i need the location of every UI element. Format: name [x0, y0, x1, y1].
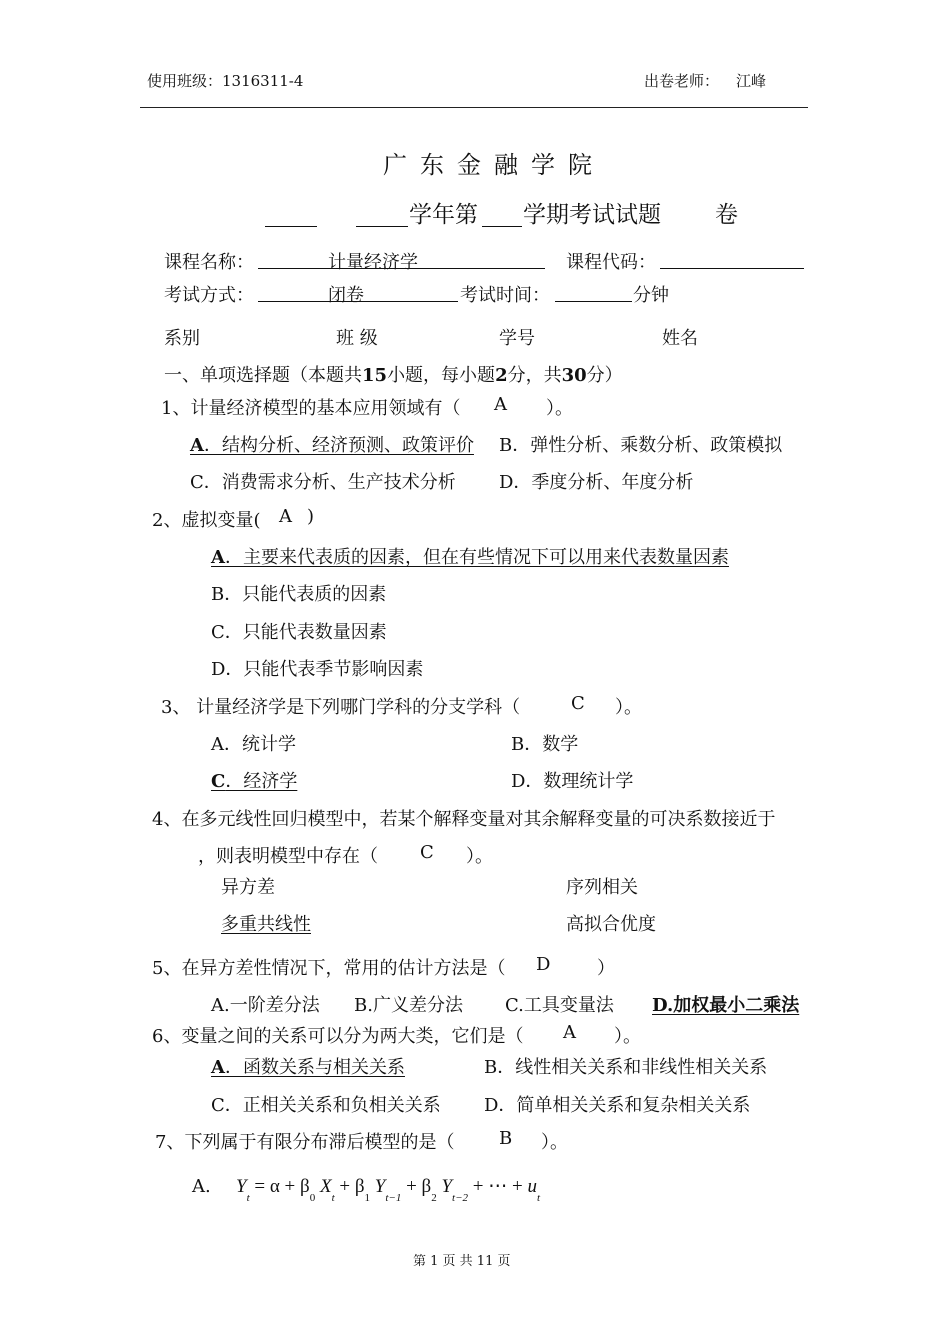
header-rule [140, 107, 808, 108]
q4-option-a: 异方差 [221, 877, 275, 898]
q2-option-a: A．主要来代表质的因素，但在有些情况下可以用来代表数量因素 [211, 547, 729, 568]
term-label: 学期考试试题 [523, 202, 661, 228]
q1-option-b: B．弹性分析、乘数分析、政策模拟 [499, 435, 783, 456]
course-name-value: 计量经济学 [328, 252, 418, 273]
q2-stem: 2、虚拟变量( [152, 510, 261, 531]
q3-option-d: D．数理统计学 [511, 771, 634, 792]
q1-option-a: A．结构分析、经济预测、政策评价 [190, 435, 474, 456]
q6-answer: A [563, 1022, 576, 1043]
q7-option-a-label: A. [192, 1176, 211, 1197]
dept-label: 系别 [164, 328, 200, 349]
q6-option-c: C．正相关关系和负相关关系 [211, 1095, 441, 1116]
q1-answer: A [494, 394, 507, 415]
q4-answer: C [420, 842, 434, 863]
q6-option-d: D．简单相关关系和复杂相关关系 [484, 1095, 751, 1116]
q6-tail: ）。 [614, 1026, 641, 1047]
q3-option-b: B．数学 [511, 734, 579, 755]
exam-mode-label: 考试方式： [164, 285, 254, 306]
q6-option-a: A．函数关系与相关关系 [211, 1057, 405, 1078]
q1-stem: 1、计量经济模型的基本应用领域有（ [161, 398, 461, 419]
year-blank-2 [356, 226, 408, 227]
exam-time-line [555, 301, 632, 302]
q2-option-d: D．只能代表季节影响因素 [211, 659, 424, 680]
q3-stem: 3、 计量经济学是下列哪门学科的分支学科（ [161, 697, 521, 718]
q2-answer: A [279, 506, 292, 527]
teacher-label: 出卷老师： [644, 72, 720, 90]
course-code-line [660, 268, 804, 269]
q7-tail: ）。 [541, 1132, 568, 1153]
q3-answer: C [571, 693, 585, 714]
year-label: 学年第 [409, 202, 478, 228]
q1-tail: ）。 [546, 398, 573, 419]
q5-option-d: D.加权最小二乘法 [652, 995, 800, 1016]
q6-option-b: B．线性相关关系和非线性相关关系 [484, 1057, 768, 1078]
exam-time-unit: 分钟 [633, 285, 669, 306]
section-title: 一、单项选择题（本题共15小题，每小题2分，共30分） [164, 365, 623, 386]
q7-option-a-formula: $Y_t = \alpha + \beta_0$ $X_t + \beta_1$ $Y_{t-1} + \beta_2$ $Y_{t-2}$ + ⋯ + $u_t$ [236, 1176, 541, 1204]
student-id-label: 学号 [499, 328, 535, 349]
q4-option-c: 多重共线性 [221, 914, 311, 935]
year-blank-1 [265, 226, 317, 227]
q3-option-c: C．经济学 [211, 771, 298, 792]
q2-tail: ) [307, 506, 315, 527]
teacher-name: 江峰 [736, 72, 767, 90]
q7-answer: B [499, 1128, 513, 1149]
q1-option-d: D．季度分析、年度分析 [499, 472, 694, 493]
q5-option-c: C.工具变量法 [505, 995, 614, 1016]
page-footer: 第 1 页 共 11 页 [413, 1254, 511, 1269]
q2-option-b: B．只能代表质的因素 [211, 584, 387, 605]
q5-option-a: A.一阶差分法 [211, 995, 320, 1016]
class-label: 班 级 [336, 328, 378, 349]
q7-stem: 7、下列属于有限分布滞后模型的是（ [155, 1132, 455, 1153]
q2-option-c: C．只能代表数量因素 [211, 622, 387, 643]
exam-time-label: 考试时间： [460, 285, 550, 306]
q5-tail: ） [597, 958, 615, 979]
q4-stem-2: ，则表明模型中存在（ [198, 846, 378, 867]
student-name-label: 姓名 [662, 328, 698, 349]
q5-answer: D [536, 954, 551, 975]
term-blank [482, 226, 522, 227]
q3-tail: ）。 [615, 697, 642, 718]
class-info: 使用班级：1316311-4 [147, 72, 304, 90]
q6-stem: 6、变量之间的关系可以分为两大类，它们是（ [152, 1026, 524, 1047]
paper-label: 卷 [715, 202, 738, 228]
q4-option-d: 高拟合优度 [566, 914, 656, 935]
q4-tail: ）。 [466, 846, 493, 867]
exam-mode-value: 闭卷 [328, 285, 364, 306]
course-code-label: 课程代码： [566, 252, 656, 273]
course-name-label: 课程名称： [164, 252, 254, 273]
q5-stem: 5、在异方差性情况下，常用的估计方法是（ [152, 958, 506, 979]
q4-stem: 4、在多元线性回归模型中，若某个解释变量对其余解释变量的可决系数接近于 [152, 809, 776, 830]
q5-option-b: B.广义差分法 [354, 995, 463, 1016]
q4-option-b: 序列相关 [566, 877, 638, 898]
q3-option-a: A．统计学 [211, 734, 296, 755]
q1-option-c: C．消费需求分析、生产技术分析 [190, 472, 456, 493]
school-title: 广东金融学院 [383, 151, 605, 179]
